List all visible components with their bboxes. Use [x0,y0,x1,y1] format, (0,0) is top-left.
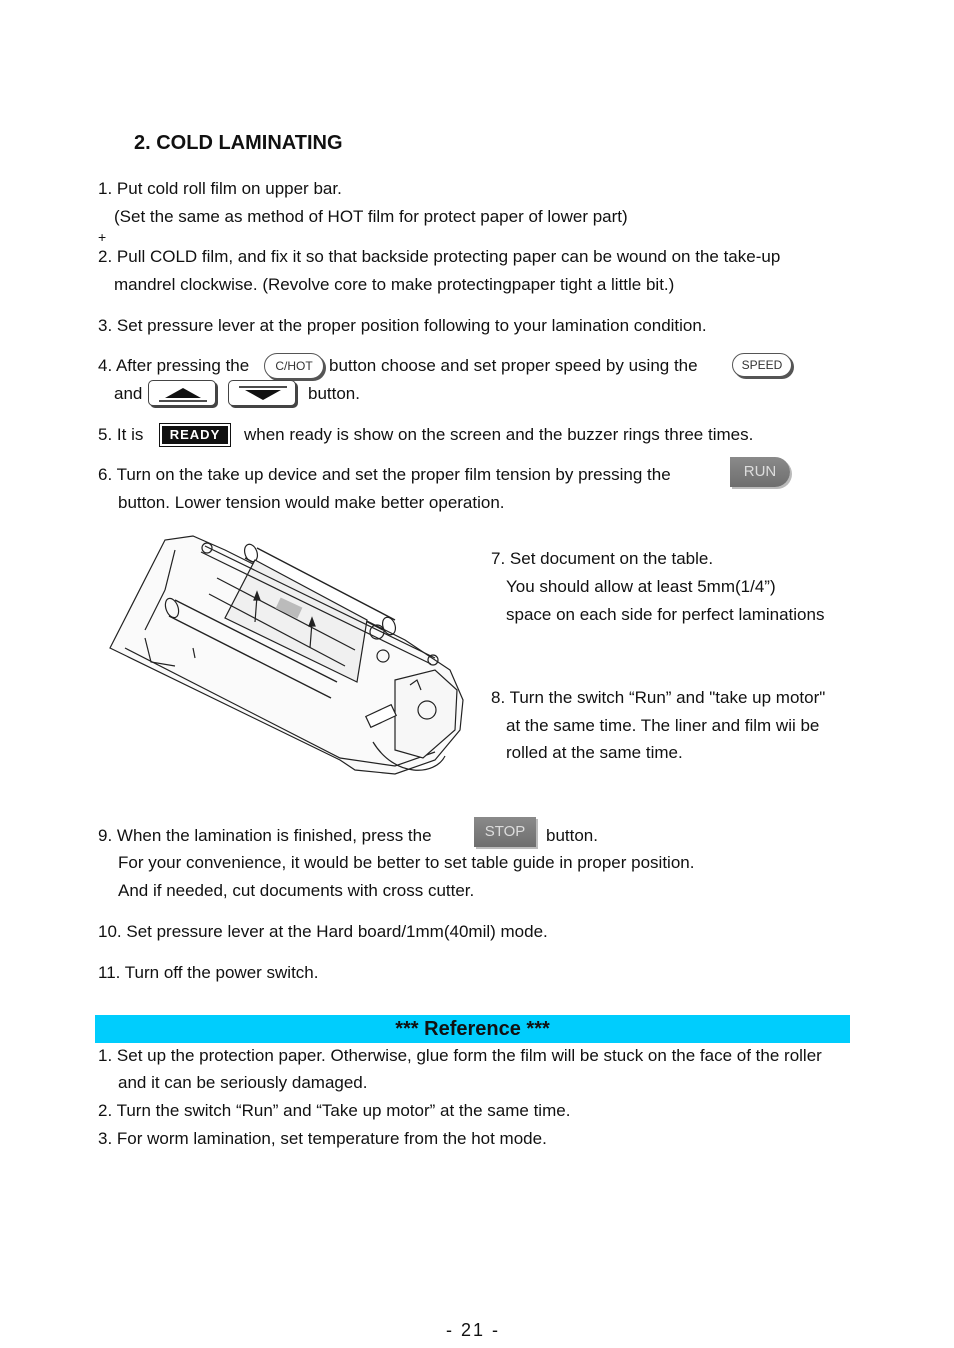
reference-title: *** Reference *** [395,1018,550,1040]
down-arrow-icon [229,381,297,407]
reference-header-bar [95,1015,850,1043]
step-4-part-a: 4. After pressing the [98,356,250,375]
step-9-line-3: And if needed, cut documents with cross cutter. [118,881,475,900]
step-5-part-b: when ready is show on the screen and the buzzer rings three times. [244,425,754,444]
step-4-and: and [114,384,143,403]
plus-mark: + [98,229,107,245]
down-button-graphic [228,380,296,406]
step-9-part-b: button. [546,826,598,845]
step-5-part-a: 5. It is [98,425,144,444]
step-6-line-2: button. Lower tension would make better operation. [118,493,505,512]
step-7-line-3: space on each side for perfect laminations [506,605,825,624]
up-button-graphic [148,380,216,406]
step-7-line-1: 7. Set document on the table. [491,549,714,568]
page-number: - 21 - [446,1320,501,1340]
reference-2: 2. Turn the switch “Run” and “Take up motor” at the same time. [98,1101,571,1120]
run-button-graphic: RUN [730,457,790,487]
step-9-part-a: 9. When the lamination is finished, press the [98,826,432,845]
reference-1-line-1: 1. Set up the protection paper. Otherwise, glue form the film will be stuck on the face of the roller [98,1046,822,1065]
step-2-line-1: 2. Pull COLD film, and fix it so that backside protecting paper can be wound on the take-up [98,247,781,266]
step-4-part-c: button. [308,384,360,403]
step-1-line-1: 1. Put cold roll film on upper bar. [98,179,342,198]
step-2-line-2: mandrel clockwise. (Revolve core to make protectingpaper tight a little bit.) [114,275,675,294]
reference-1-line-2: and it can be seriously damaged. [118,1073,368,1092]
step-8-line-3: rolled at the same time. [506,743,683,762]
chot-button-graphic: C/HOT [264,353,324,379]
step-11: 11. Turn off the power switch. [98,963,319,982]
step-8-line-2: at the same time. The liner and film wii be [506,716,820,735]
stop-button-graphic: STOP [474,817,536,847]
step-7-line-2: You should allow at least 5mm(1/4”) [506,577,776,596]
step-8-line-1: 8. Turn the switch “Run” and "take up motor" [491,688,826,707]
speed-button-graphic: SPEED [732,353,792,377]
reference-3: 3. For worm lamination, set temperature from the hot mode. [98,1129,547,1148]
step-9-line-2: For your convenience, it would be better to set table guide in proper position. [118,853,695,872]
up-arrow-icon [149,381,217,407]
section-title: 2. COLD LAMINATING [134,132,343,154]
ready-indicator-graphic: READY [160,424,230,446]
step-10: 10. Set pressure lever at the Hard board/1mm(40mil) mode. [98,922,548,941]
step-3: 3. Set pressure lever at the proper position following to your lamination condition. [98,316,707,335]
step-4-part-b: button choose and set proper speed by using the [329,356,698,375]
step-1-line-2: (Set the same as method of HOT film for protect paper of lower part) [114,207,628,226]
laminator-machine-illustration [105,530,467,778]
step-6-line-1: 6. Turn on the take up device and set the proper film tension by pressing the [98,465,671,484]
